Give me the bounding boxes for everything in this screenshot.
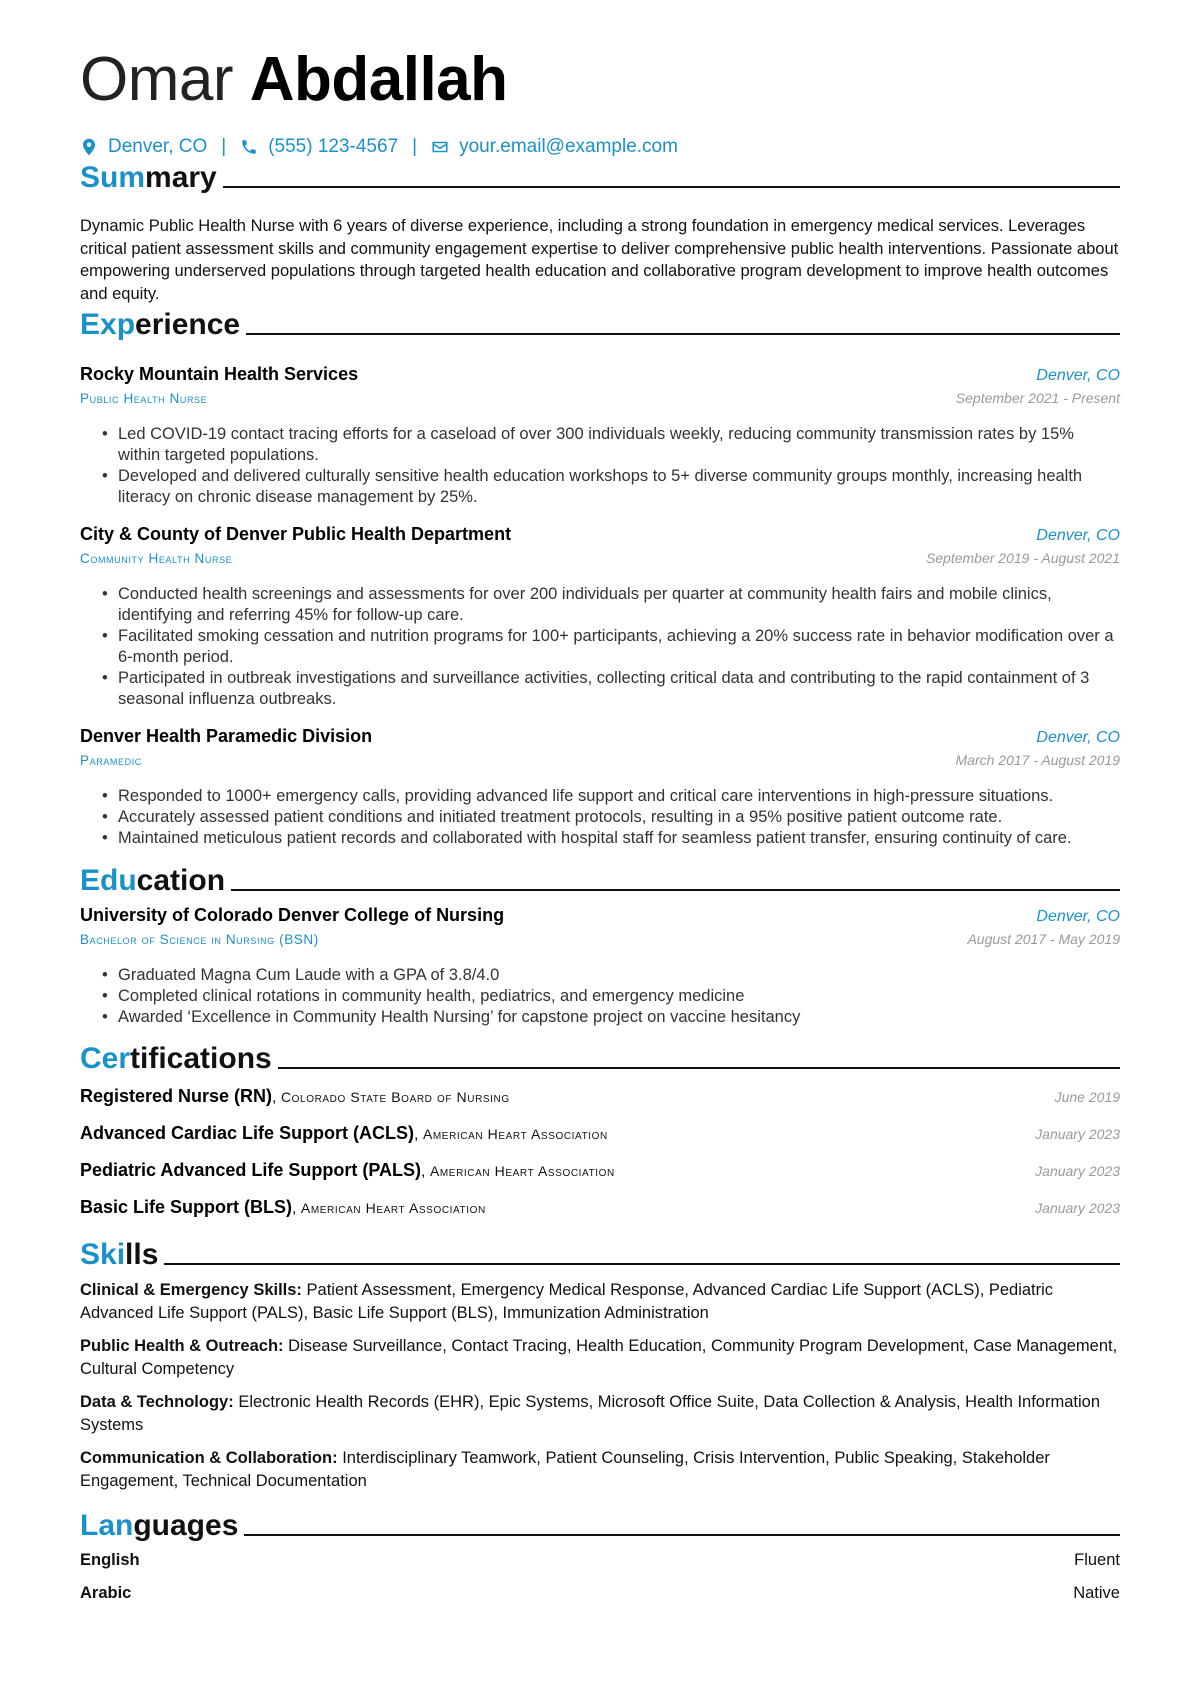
skill-category: Public Health & Outreach: xyxy=(80,1337,284,1355)
list-item: • Responded to 1000+ emergency calls, providing advanced life support and critical care interventions in high-pressure situations. xyxy=(80,786,1120,807)
certification-item: Advanced Cardiac Life Support (ACLS), American Heart Association January 2023 xyxy=(80,1123,1120,1143)
certification-issuer: Colorado State Board of Nursing xyxy=(280,1089,510,1105)
job-bullets xyxy=(80,584,1120,710)
section-divider xyxy=(244,1534,1120,1536)
list-item: • Led COVID-19 contact tracing efforts for a caseload of over 300 individuals weekly, reducing community transmission rates by 15% within targeted populations. xyxy=(80,424,1120,466)
certification-name: Registered Nurse (RN) xyxy=(80,1086,273,1106)
section-divider xyxy=(278,1067,1120,1069)
certification-issuer: American Heart Association xyxy=(422,1126,608,1142)
phone-icon xyxy=(240,137,258,157)
skill-category: Data & Technology: xyxy=(80,1393,234,1411)
candidate-name xyxy=(80,42,508,118)
job-location: Denver, CO xyxy=(1036,729,1120,746)
school-location: Denver, CO xyxy=(1036,908,1120,925)
job-header xyxy=(80,726,1120,747)
certification-issuer: American Heart Association xyxy=(300,1200,486,1216)
job-dates: September 2019 - August 2021 xyxy=(925,550,1120,566)
summary-heading: Summary xyxy=(80,155,1120,195)
language-level: Native xyxy=(1073,1584,1120,1602)
certification-name: Pediatric Advanced Life Support (PALS) xyxy=(80,1160,422,1180)
school-header xyxy=(80,905,1120,926)
separator: | xyxy=(412,136,418,157)
skill-category: Communication & Collaboration: xyxy=(80,1449,338,1467)
job-header xyxy=(80,364,1120,385)
job-dates: March 2017 - August 2019 xyxy=(955,752,1120,768)
first-name: Omar xyxy=(80,45,233,114)
job-title: Public Health Nurse xyxy=(80,391,208,406)
job-title: Community Health Nurse xyxy=(80,551,233,566)
employer-name: Denver Health Paramedic Division xyxy=(80,726,373,746)
language-level: Fluent xyxy=(1074,1551,1120,1569)
skills-heading: Skills xyxy=(80,1232,1120,1272)
skill-group xyxy=(80,1447,1120,1492)
separator: | xyxy=(221,136,227,157)
certification-name: Basic Life Support (BLS) xyxy=(80,1197,293,1217)
skill-list: Patient Assessment, Emergency Medical Response, Advanced Cardiac Life Support (ACLS), Pediatric Advanced Life Support (PALS), Basic Life Support (BLS), Immunization Administration xyxy=(80,1281,1054,1322)
email-link[interactable]: your.email@example.com xyxy=(459,136,678,157)
skill-group xyxy=(80,1335,1120,1380)
map-pin-icon xyxy=(80,137,98,157)
language-item xyxy=(80,1551,1120,1570)
job-bullets xyxy=(80,424,1120,508)
language-name: English xyxy=(80,1551,140,1569)
section-divider xyxy=(223,186,1120,188)
certification-date: January 2023 xyxy=(1035,1126,1120,1142)
list-item: • Developed and delivered culturally sensitive health education workshops to 5+ diverse community groups monthly, increasing health literacy on chronic disease management by 25%. xyxy=(80,466,1120,508)
job-subheader xyxy=(80,752,1120,768)
education-heading: Education xyxy=(80,858,1120,898)
section-divider xyxy=(231,889,1120,891)
education-dates: August 2017 - May 2019 xyxy=(967,931,1120,947)
certification-issuer: American Heart Association xyxy=(429,1163,615,1179)
list-item: • Facilitated smoking cessation and nutrition programs for 100+ participants, achieving a 20% success rate in behavior modification over a 6-month period. xyxy=(80,626,1120,668)
job-subheader xyxy=(80,390,1120,406)
language-name: Arabic xyxy=(80,1584,132,1602)
location-text: Denver, CO xyxy=(108,136,208,157)
list-item: • Awarded ‘Excellence in Community Health Nursing’ for capstone project on vaccine hesitancy xyxy=(80,1007,1120,1028)
language-item xyxy=(80,1584,1120,1603)
phone-link[interactable]: (555) 123-4567 xyxy=(268,136,399,157)
skill-category: Clinical & Emergency Skills: xyxy=(80,1281,302,1299)
job-location: Denver, CO xyxy=(1036,367,1120,384)
languages-heading: Languages xyxy=(80,1503,1120,1543)
degree: Bachelor of Science in Nursing (BSN) xyxy=(80,932,319,947)
certification-item: Registered Nurse (RN), Colorado State Board of Nursing June 2019 xyxy=(80,1086,1120,1106)
job-title: Paramedic xyxy=(80,753,142,768)
list-item: • Maintained meticulous patient records and collaborated with hospital staff for seamless patient transfer, ensuring continuity of care. xyxy=(80,828,1120,849)
certification-item: Pediatric Advanced Life Support (PALS), American Heart Association January 2023 xyxy=(80,1160,1120,1180)
skill-group xyxy=(80,1391,1120,1436)
skill-group xyxy=(80,1279,1120,1324)
skill-list: Interdisciplinary Teamwork, Patient Counseling, Crisis Intervention, Public Speaking, Stakeholder Engagement, Technical Documentation xyxy=(80,1449,1050,1490)
list-item: • Graduated Magna Cum Laude with a GPA of 3.8/4.0 xyxy=(80,965,1120,986)
envelope-icon xyxy=(431,137,449,157)
certification-date: January 2023 xyxy=(1035,1200,1120,1216)
certification-date: January 2023 xyxy=(1035,1163,1120,1179)
last-name: Abdallah xyxy=(249,45,508,114)
employer-name: City & County of Denver Public Health Department xyxy=(80,524,512,544)
summary-text: Dynamic Public Health Nurse with 6 years of diverse experience, including a strong foundation in emergency medical services. Leverages critical patient assessment skills and community engagement expertise to deliver comprehensive public health interventions. Passionate about empowering underserved populations through targeted health education and collaborative program development to improve health outcomes and equity. xyxy=(80,217,1119,303)
job-location: Denver, CO xyxy=(1036,527,1120,544)
employer-name: Rocky Mountain Health Services xyxy=(80,364,359,384)
certification-name: Advanced Cardiac Life Support (ACLS) xyxy=(80,1123,415,1143)
list-item: • Completed clinical rotations in community health, pediatrics, and emergency medicine xyxy=(80,986,1120,1007)
experience-heading: Experience xyxy=(80,302,1120,342)
list-item: • Conducted health screenings and assessments for over 200 individuals per quarter at community health fairs and mobile clinics, identifying and referring 45% for follow-up care. xyxy=(80,584,1120,626)
education-bullets xyxy=(80,965,1120,1028)
job-header xyxy=(80,524,1120,545)
certification-date: June 2019 xyxy=(1054,1089,1120,1105)
section-divider xyxy=(246,333,1120,335)
school-name: University of Colorado Denver College of Nursing xyxy=(80,905,505,925)
certifications-heading: Certifications xyxy=(80,1036,1120,1076)
skill-list: Disease Surveillance, Contact Tracing, Health Education, Community Program Development, Case Management, Cultural Competency xyxy=(80,1337,1118,1378)
certification-item: Basic Life Support (BLS), American Heart Association January 2023 xyxy=(80,1197,1120,1217)
job-subheader xyxy=(80,550,1120,566)
job-bullets xyxy=(80,786,1120,849)
list-item: • Participated in outbreak investigations and surveillance activities, collecting critical data and contributing to the rapid containment of 3 seasonal influenza outbreaks. xyxy=(80,668,1120,710)
skill-list: Electronic Health Records (EHR), Epic Systems, Microsoft Office Suite, Data Collection & Analysis, Health Information Systems xyxy=(80,1393,1101,1434)
list-item: • Accurately assessed patient conditions and initiated treatment protocols, resulting in a 95% positive patient outcome rate. xyxy=(80,807,1120,828)
job-dates: September 2021 - Present xyxy=(955,390,1120,406)
school-subheader xyxy=(80,931,1120,947)
section-divider xyxy=(164,1263,1120,1265)
